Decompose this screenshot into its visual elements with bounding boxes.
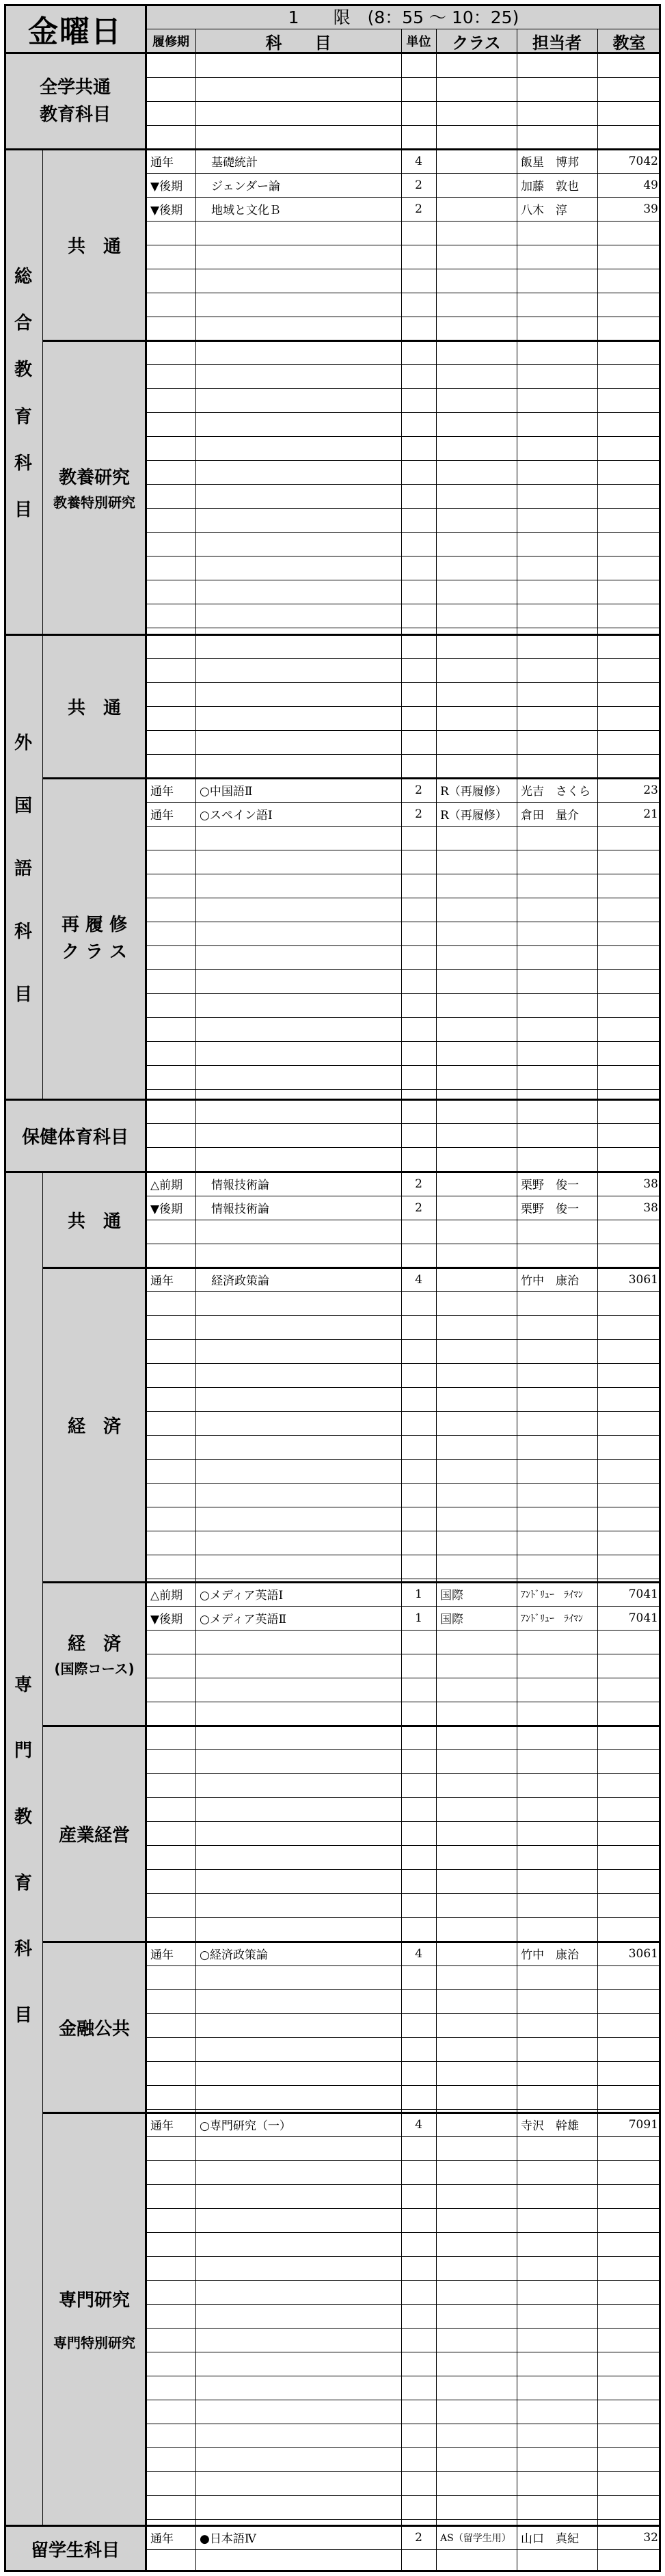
grid-line xyxy=(146,1917,661,1918)
table-row xyxy=(146,1172,661,1196)
teacher-cell: 竹中 康治 xyxy=(521,1948,579,1962)
grid-line xyxy=(146,412,661,413)
term-cell: 通年 xyxy=(150,156,174,170)
grid-line xyxy=(42,340,661,342)
room-cell: 23 xyxy=(643,783,658,797)
class-cell xyxy=(436,173,517,197)
section-senmon-keizai-kokusai xyxy=(42,1582,146,1726)
grid-line xyxy=(4,634,661,636)
term-cell: △前期 xyxy=(150,1589,183,1602)
grid-line xyxy=(146,2109,661,2110)
grid-line xyxy=(146,1749,661,1750)
grid-line xyxy=(146,2256,661,2257)
grid-line xyxy=(146,1989,661,1990)
term-cell: 通年 xyxy=(150,2532,174,2546)
grid-line xyxy=(146,1363,661,1364)
subject-cell: ○経済政策論 xyxy=(200,1948,268,1962)
col-subject: 科 目 xyxy=(265,33,331,53)
grid-line xyxy=(146,1459,661,1460)
grid-line xyxy=(146,682,661,683)
table-row xyxy=(146,802,661,826)
teacher-cell: 山口 真紀 xyxy=(521,2532,579,2546)
grid-line xyxy=(146,2061,661,2062)
grid-line xyxy=(146,2085,661,2086)
section-gaikoku-kyotsu: 共 通 xyxy=(67,697,121,719)
col-room: 教室 xyxy=(612,33,646,53)
grid-line xyxy=(597,29,598,2572)
class-cell xyxy=(436,1172,517,1196)
grid-line xyxy=(401,29,402,2572)
grid-line xyxy=(146,77,661,78)
grid-line xyxy=(146,2328,661,2329)
grid-line xyxy=(146,2471,661,2472)
table-row xyxy=(146,1942,661,1965)
room-cell: 3061 xyxy=(628,1946,658,1961)
teacher-cell: 八木 淳 xyxy=(521,204,567,217)
units-cell: 2 xyxy=(415,178,422,192)
grid-line xyxy=(146,658,661,659)
grid-line xyxy=(146,754,661,755)
class-cell: 国際 xyxy=(440,1613,463,1626)
units-cell: 4 xyxy=(415,1272,422,1287)
section-gaikoku xyxy=(4,634,42,1099)
vertical-label-char: 育 xyxy=(14,406,32,427)
teacher-cell: ｱﾝﾄﾞﾘｭｰ ﾗｲﾏﾝ xyxy=(521,1613,583,1624)
subject-cell: ○メディア英語Ⅱ xyxy=(200,1613,287,1626)
grid-line xyxy=(195,29,196,2572)
keizai-kokusai-subtitle: (国際コース) xyxy=(54,1661,135,1677)
teacher-cell: 加藤 敦也 xyxy=(521,180,579,193)
term-cell: ▼後期 xyxy=(150,180,183,193)
units-cell: 2 xyxy=(415,1200,422,1215)
grid-line xyxy=(146,460,661,461)
grid-line xyxy=(146,2304,661,2305)
section-sogo-kyotsu: 共 通 xyxy=(67,236,121,257)
subject-cell: 情報技術論 xyxy=(200,1179,269,1192)
timetable-sheet xyxy=(4,4,661,2572)
grid-line xyxy=(146,1435,661,1436)
teacher-cell: 寺沢 幹雄 xyxy=(521,2119,579,2133)
class-cell xyxy=(436,2112,517,2136)
grid-line xyxy=(146,1797,661,1798)
section-senmon-kinyu: 金融公共 xyxy=(58,2018,130,2039)
grid-line xyxy=(146,969,661,970)
grid-line xyxy=(146,221,661,222)
vertical-label-char: 目 xyxy=(14,984,32,1005)
room-cell: 39 xyxy=(643,202,658,216)
room-cell: 7041 xyxy=(628,1587,658,1601)
section-senmon-kyotsu: 共 通 xyxy=(67,1211,121,1232)
vertical-label-char: 国 xyxy=(14,795,32,816)
class-cell: AS（留学生用） xyxy=(440,2532,511,2544)
grid-line xyxy=(146,2549,661,2550)
col-term: 履修期 xyxy=(152,35,189,49)
room-cell: 7041 xyxy=(628,1611,658,1625)
vertical-label-char: 目 xyxy=(14,500,32,521)
section-senmon xyxy=(4,1172,42,2525)
grid-line xyxy=(146,1089,661,1090)
section-hoken: 保健体育科目 xyxy=(21,1127,128,1148)
vertical-label-char: 科 xyxy=(14,453,32,474)
room-cell: 38 xyxy=(643,1200,658,1215)
grid-line xyxy=(146,101,661,102)
teacher-cell: 栗野 俊一 xyxy=(521,1179,579,1192)
col-teacher: 担当者 xyxy=(532,33,582,53)
grid-line xyxy=(146,1041,661,1042)
class-cell xyxy=(436,1267,517,1291)
units-cell: 2 xyxy=(415,2530,422,2545)
term-cell: ▼後期 xyxy=(150,1203,183,1216)
vertical-label-char: 外 xyxy=(14,732,32,753)
grid-line xyxy=(146,2013,661,2014)
grid-line xyxy=(146,125,661,126)
room-cell: 7091 xyxy=(628,2117,658,2132)
grid-line xyxy=(146,2447,661,2448)
senmon-kenkyu-subtitle: 専門特別研究 xyxy=(53,2335,135,2351)
vertical-label-char: 門 xyxy=(14,1741,32,1762)
grid-line xyxy=(146,2160,661,2161)
class-cell: R（再履修） xyxy=(440,809,507,822)
section-senmon-sangyo: 産業経営 xyxy=(58,1825,130,1846)
grid-line xyxy=(146,1315,661,1316)
grid-line xyxy=(146,2208,661,2209)
grid-line xyxy=(146,2136,661,2137)
class-cell xyxy=(436,1942,517,1965)
grid-line xyxy=(146,1773,661,1774)
subject-cell: ○メディア英語Ⅰ xyxy=(200,1589,284,1602)
grid-line xyxy=(146,706,661,707)
grid-line xyxy=(146,1147,661,1148)
grid-line xyxy=(146,2280,661,2281)
class-cell xyxy=(436,149,517,173)
grid-line xyxy=(146,1017,661,1018)
subject-cell: ○中国語Ⅱ xyxy=(200,785,253,799)
room-cell: 21 xyxy=(643,807,658,821)
grid-line xyxy=(146,1845,661,1846)
grid-line xyxy=(436,29,437,2572)
term-cell: ▼後期 xyxy=(150,204,183,217)
grid-line xyxy=(42,1172,43,2525)
subject-cell: 情報技術論 xyxy=(200,1203,269,1216)
table-row xyxy=(146,1196,661,1220)
grid-line xyxy=(4,2570,661,2572)
grid-line xyxy=(42,634,43,1099)
subject-cell: 基礎統計 xyxy=(200,156,258,170)
grid-line xyxy=(146,1869,661,1870)
grid-line xyxy=(146,2519,661,2520)
grid-line xyxy=(146,2232,661,2233)
subject-cell: 経済政策論 xyxy=(200,1274,269,1288)
term-cell: ▼後期 xyxy=(150,1613,183,1626)
grid-line xyxy=(146,1411,661,1412)
vertical-label-char: 教 xyxy=(14,1807,32,1828)
sogo-kyoyo-title: 教養研究 xyxy=(58,468,130,488)
room-cell: 3061 xyxy=(628,1272,658,1287)
room-cell: 7042 xyxy=(628,154,658,168)
units-cell: 2 xyxy=(415,783,422,797)
grid-line xyxy=(146,508,661,509)
teacher-cell: 栗野 俊一 xyxy=(521,1203,579,1216)
table-row xyxy=(146,778,661,802)
room-cell: 38 xyxy=(643,1177,658,1191)
grid-line xyxy=(146,1483,661,1484)
grid-line xyxy=(146,730,661,731)
grid-line xyxy=(146,1123,661,1124)
section-sogo-kyoyo xyxy=(42,340,146,634)
vertical-label-char: 合 xyxy=(14,312,32,334)
room-cell: 49 xyxy=(643,178,658,192)
grid-line xyxy=(4,4,6,2572)
teacher-cell: 倉田 量介 xyxy=(521,809,579,822)
room-cell: 32 xyxy=(643,2530,658,2545)
grid-line xyxy=(146,388,661,389)
col-class: クラス xyxy=(452,33,501,53)
section-ryugakusei: 留学生科目 xyxy=(30,2540,120,2561)
table-row xyxy=(146,1267,661,1291)
units-cell: 1 xyxy=(415,1587,422,1601)
grid-line xyxy=(146,1339,661,1340)
vertical-label-char: 教 xyxy=(14,360,32,381)
grid-line xyxy=(4,1099,661,1101)
grid-line xyxy=(146,1065,661,1066)
teacher-cell: 竹中 康治 xyxy=(521,1274,579,1288)
grid-line xyxy=(146,1965,661,1966)
units-cell: 2 xyxy=(415,807,422,821)
grid-line xyxy=(42,1725,661,1727)
vertical-label-char: 目 xyxy=(14,2005,32,2026)
section-zengaku: 全学共通 教育科目 xyxy=(39,77,111,125)
units-cell: 2 xyxy=(415,202,422,216)
grid-line xyxy=(146,1291,661,1292)
class-cell: 国際 xyxy=(440,1589,463,1602)
table-row xyxy=(146,2525,661,2549)
teacher-cell: 飯星 博邦 xyxy=(521,156,579,170)
term-cell: △前期 xyxy=(150,1179,183,1192)
grid-line xyxy=(146,2495,661,2496)
vertical-label-char: 専 xyxy=(14,1674,32,1695)
term-cell: 通年 xyxy=(150,2119,174,2133)
grid-line xyxy=(146,1821,661,1822)
table-row xyxy=(146,149,661,173)
vertical-label-char: 語 xyxy=(14,858,32,879)
vertical-label-char: 総 xyxy=(14,266,32,287)
vertical-label-char: 科 xyxy=(14,921,32,942)
table-row xyxy=(146,173,661,197)
period-title: 1 限 (8：55 ～ 10：25) xyxy=(288,8,519,27)
grid-line xyxy=(146,2037,661,2038)
table-row xyxy=(146,2112,661,2136)
grid-line xyxy=(4,4,661,6)
subject-cell: ○スペイン語Ⅰ xyxy=(200,809,273,822)
vertical-label-char: 育 xyxy=(14,1873,32,1894)
term-cell: 通年 xyxy=(150,1274,174,1288)
units-cell: 4 xyxy=(415,2117,422,2132)
col-units: 単位 xyxy=(406,35,431,49)
table-row xyxy=(146,1606,661,1630)
grid-line xyxy=(42,149,43,634)
subject-cell: ●日本語Ⅳ xyxy=(200,2532,256,2546)
teacher-cell: 光吉 さくら xyxy=(521,785,591,799)
grid-line xyxy=(146,1893,661,1894)
class-cell xyxy=(436,1196,517,1220)
units-cell: 1 xyxy=(415,1611,422,1625)
grid-line xyxy=(146,532,661,533)
grid-line xyxy=(146,436,661,437)
section-gaikoku-sairishu: 再 履 修 ク ラ ス xyxy=(61,915,128,963)
grid-line xyxy=(146,945,661,946)
term-cell: 通年 xyxy=(150,809,174,822)
section-senmon-keizai: 経 済 xyxy=(67,1416,121,1437)
keizai-kokusai-title: 経 済 xyxy=(67,1634,121,1654)
day-title: 金曜日 xyxy=(28,14,122,49)
senmon-kenkyu-title: 専門研究 xyxy=(58,2290,130,2311)
units-cell: 4 xyxy=(415,154,422,168)
class-cell: R（再履修） xyxy=(440,785,507,799)
section-senmon-kenkyu xyxy=(42,2112,146,2525)
teacher-cell: ｱﾝﾄﾞﾘｭｰ ﾗｲﾏﾝ xyxy=(521,1589,583,1600)
vertical-label-char: 科 xyxy=(14,1939,32,1960)
grid-line xyxy=(146,484,661,485)
grid-line xyxy=(4,52,661,54)
grid-line xyxy=(146,993,661,994)
units-cell: 4 xyxy=(415,1946,422,1961)
subject-cell: ○専門研究（一） xyxy=(200,2119,291,2133)
subject-cell: ジェンダー論 xyxy=(200,180,280,193)
subject-cell: 地域と文化Ｂ xyxy=(200,204,281,217)
sogo-kyoyo-subtitle: 教養特別研究 xyxy=(53,494,135,511)
grid-line xyxy=(146,1387,661,1388)
term-cell: 通年 xyxy=(150,1948,174,1962)
grid-line xyxy=(146,826,661,827)
table-row xyxy=(146,1582,661,1606)
table-row xyxy=(146,197,661,221)
units-cell: 2 xyxy=(415,1177,422,1191)
section-sogo xyxy=(4,149,42,634)
class-cell xyxy=(436,197,517,221)
term-cell: 通年 xyxy=(150,785,174,799)
grid-line xyxy=(146,2184,661,2185)
grid-line xyxy=(146,364,661,365)
grid-line xyxy=(146,1630,661,1631)
